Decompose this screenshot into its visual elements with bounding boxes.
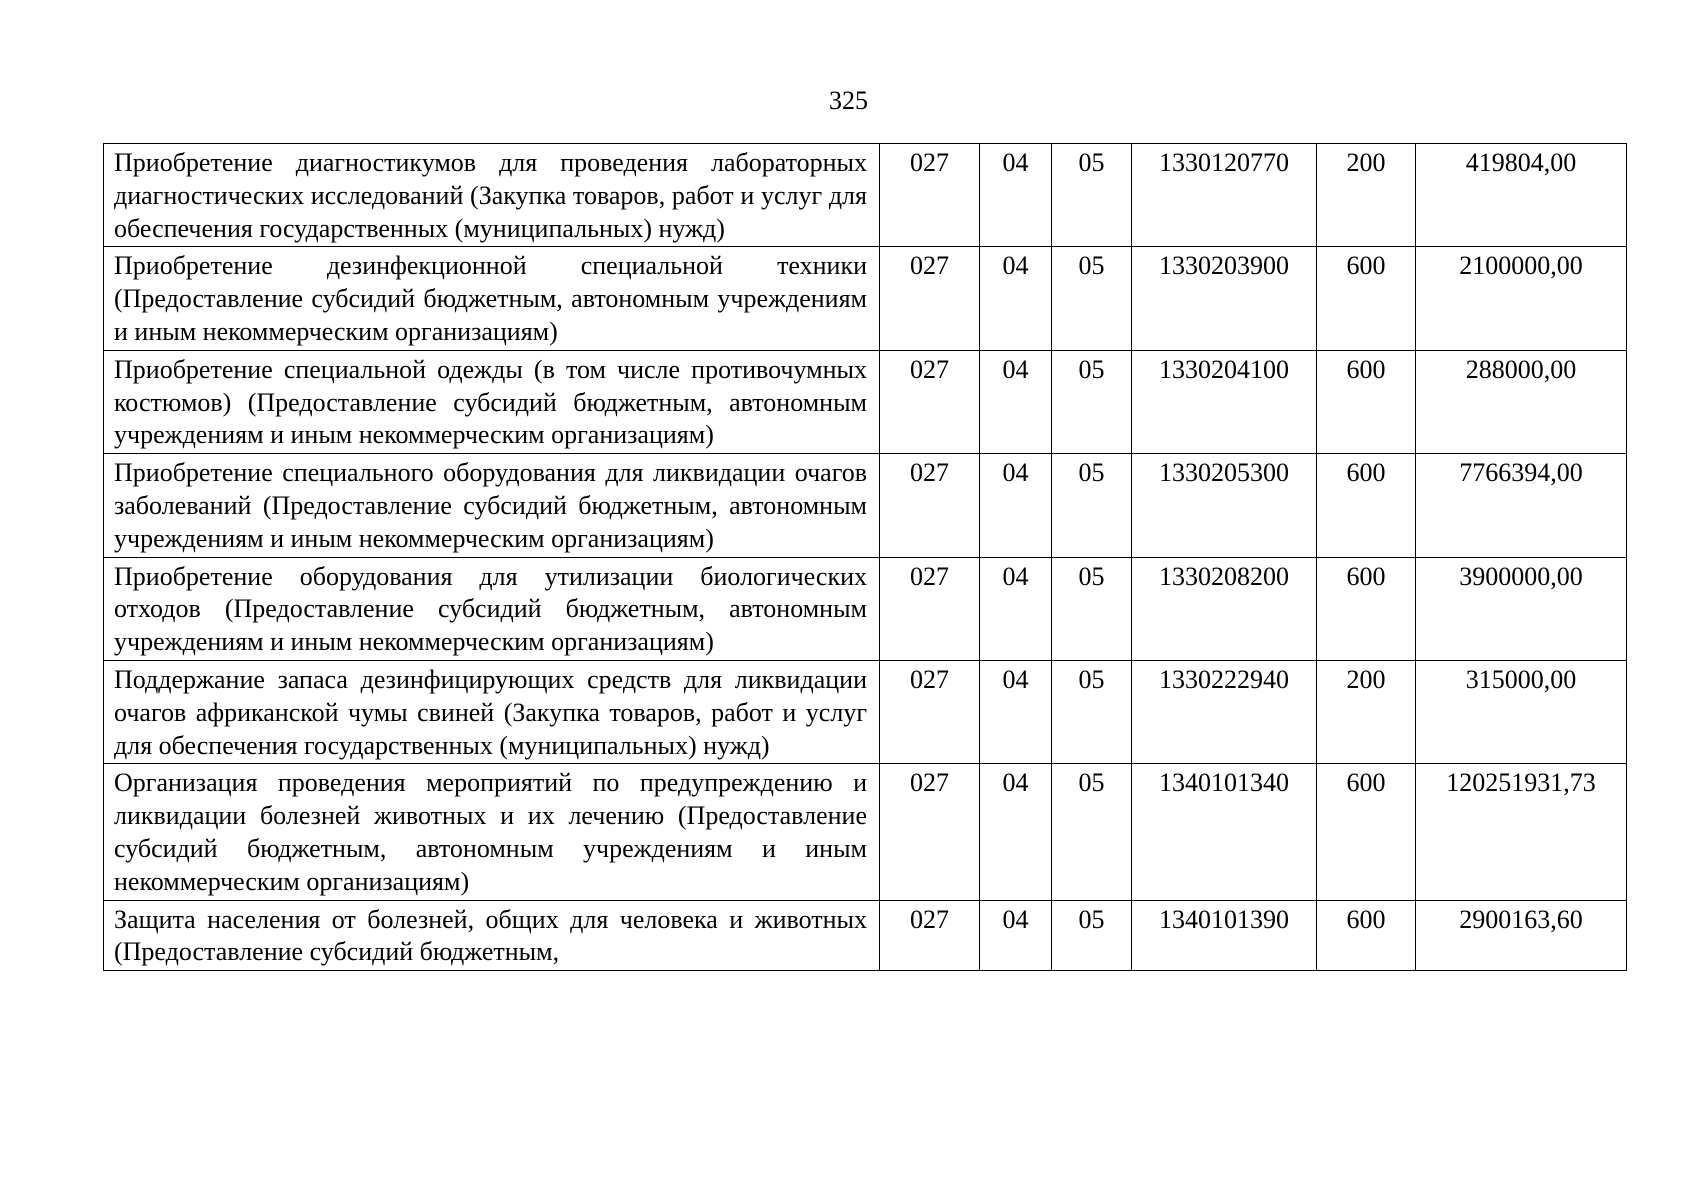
subsection-code: 05 xyxy=(1052,900,1132,971)
subsection-code: 05 xyxy=(1052,454,1132,557)
subsection-code: 05 xyxy=(1052,557,1132,660)
subsection-code: 05 xyxy=(1052,350,1132,453)
ministry-code: 027 xyxy=(880,454,980,557)
expense-type-code: 600 xyxy=(1317,764,1416,900)
target-article-code: 1330208200 xyxy=(1132,557,1317,660)
section-code: 04 xyxy=(980,900,1052,971)
subsection-code: 05 xyxy=(1052,764,1132,900)
amount: 419804,00 xyxy=(1416,144,1627,247)
section-code: 04 xyxy=(980,660,1052,763)
subsection-code: 05 xyxy=(1052,660,1132,763)
expense-type-code: 200 xyxy=(1317,660,1416,763)
amount: 2900163,60 xyxy=(1416,900,1627,971)
section-code: 04 xyxy=(980,144,1052,247)
table-row xyxy=(104,350,1627,453)
section-code: 04 xyxy=(980,557,1052,660)
row-description: Приобретение оборудования для утилизации биологических отходов (Предоставление субсидий бюджетным, автономным учреждениям и иным некоммерческим организациям) xyxy=(104,557,880,660)
page-number: 325 xyxy=(829,86,868,115)
section-code: 04 xyxy=(980,247,1052,350)
ministry-code: 027 xyxy=(880,764,980,900)
ministry-code: 027 xyxy=(880,247,980,350)
expense-type-code: 600 xyxy=(1317,247,1416,350)
subsection-code: 05 xyxy=(1052,144,1132,247)
amount: 7766394,00 xyxy=(1416,454,1627,557)
table-row xyxy=(104,660,1627,763)
table-row xyxy=(104,557,1627,660)
target-article-code: 1330222940 xyxy=(1132,660,1317,763)
row-description: Организация проведения мероприятий по предупреждению и ликвидации болезней животных и их лечению (Предоставление субсидий бюджетным, автономным учреждениям и иным некоммерческим организациям) xyxy=(104,764,880,900)
target-article-code: 1330204100 xyxy=(1132,350,1317,453)
subsection-code: 05 xyxy=(1052,247,1132,350)
section-code: 04 xyxy=(980,454,1052,557)
amount: 288000,00 xyxy=(1416,350,1627,453)
table-row xyxy=(104,144,1627,247)
table-row xyxy=(104,900,1627,971)
expense-type-code: 600 xyxy=(1317,900,1416,971)
expense-type-code: 200 xyxy=(1317,144,1416,247)
row-description: Поддержание запаса дезинфицирующих средств для ликвидации очагов африканской чумы свиней (Закупка товаров, работ и услуг для обеспечения государственных (муниципальных) нужд) xyxy=(104,660,880,763)
row-description: Приобретение дезинфекционной специальной техники (Предоставление субсидий бюджетным, автономным учреждениям и иным некоммерческим организациям) xyxy=(104,247,880,350)
row-description: Приобретение диагностикумов для проведения лабораторных диагностических исследований (Закупка товаров, работ и услуг для обеспечения государственных (муниципальных) нужд) xyxy=(104,144,880,247)
row-description: Приобретение специального оборудования для ликвидации очагов заболеваний (Предоставление субсидий бюджетным, автономным учреждениям и иным некоммерческим организациям) xyxy=(104,454,880,557)
budget-table xyxy=(103,143,1627,971)
ministry-code: 027 xyxy=(880,660,980,763)
expense-type-code: 600 xyxy=(1317,350,1416,453)
ministry-code: 027 xyxy=(880,350,980,453)
ministry-code: 027 xyxy=(880,900,980,971)
ministry-code: 027 xyxy=(880,557,980,660)
amount: 2100000,00 xyxy=(1416,247,1627,350)
row-description: Защита населения от болезней, общих для человека и животных (Предоставление субсидий бюджетным, xyxy=(104,900,880,971)
section-code: 04 xyxy=(980,350,1052,453)
expense-type-code: 600 xyxy=(1317,454,1416,557)
target-article-code: 1330205300 xyxy=(1132,454,1317,557)
target-article-code: 1330120770 xyxy=(1132,144,1317,247)
table-row xyxy=(104,247,1627,350)
target-article-code: 1340101390 xyxy=(1132,900,1317,971)
table-row xyxy=(104,764,1627,900)
amount: 120251931,73 xyxy=(1416,764,1627,900)
amount: 315000,00 xyxy=(1416,660,1627,763)
amount: 3900000,00 xyxy=(1416,557,1627,660)
expense-type-code: 600 xyxy=(1317,557,1416,660)
target-article-code: 1330203900 xyxy=(1132,247,1317,350)
ministry-code: 027 xyxy=(880,144,980,247)
section-code: 04 xyxy=(980,764,1052,900)
row-description: Приобретение специальной одежды (в том числе противочумных костюмов) (Предоставление субсидий бюджетным, автономным учреждениям и иным некоммерческим организациям) xyxy=(104,350,880,453)
target-article-code: 1340101340 xyxy=(1132,764,1317,900)
table-row xyxy=(104,454,1627,557)
